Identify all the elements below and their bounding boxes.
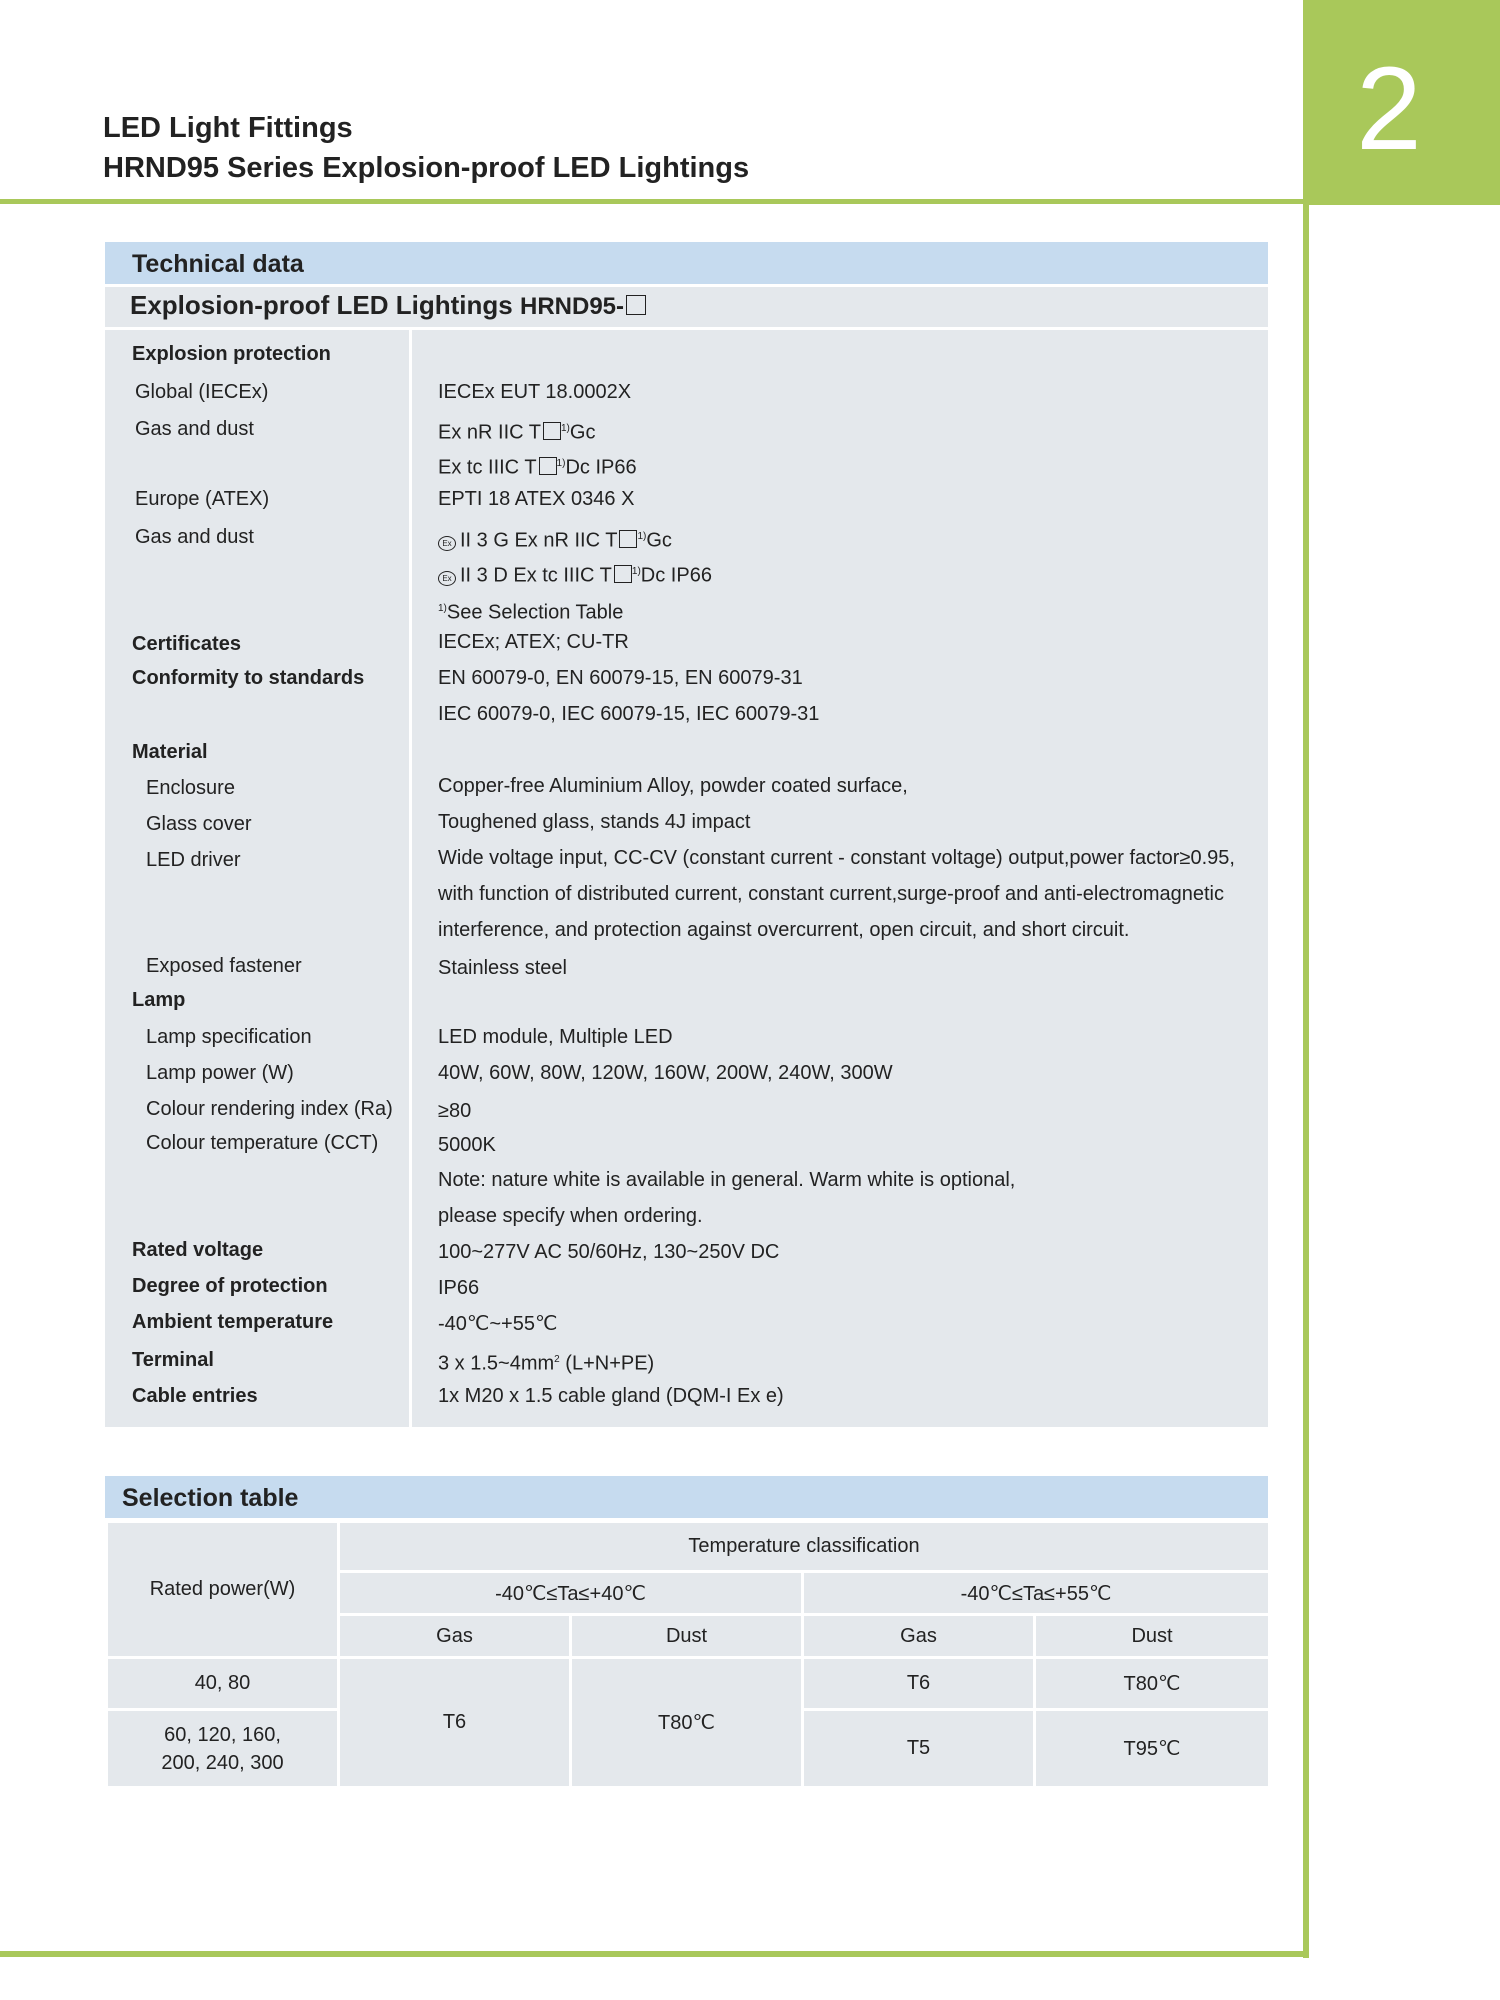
value-atex-gas: Ex II 3 G Ex nR IIC T $^{1)}$Gc (438, 525, 672, 553)
ex-mark-icon: Ex (438, 571, 456, 586)
column-divider (409, 330, 412, 1427)
label-enclosure: Enclosure (146, 777, 235, 799)
value-iecex-dust: Ex tc IIIC T $^{1)}$Dc IP66 (438, 456, 637, 479)
cell-gas-40: T6 (339, 1658, 571, 1788)
label-gas-dust-atex: Gas and dust (135, 526, 254, 548)
label-lamp-specification: Lamp specification (146, 1026, 312, 1048)
label-europe: Europe (ATEX) (135, 488, 270, 510)
label-explosion-protection: Explosion protection (132, 343, 331, 365)
label-lamp: Lamp (132, 989, 186, 1011)
header-dust: Dust (571, 1615, 803, 1658)
value-cct: 5000K (438, 1134, 496, 1156)
label-conformity: Conformity to standards (132, 667, 365, 689)
value-lamp-power: 40W, 60W, 80W, 120W, 160W, 200W, 240W, 300W (438, 1062, 893, 1084)
label-ambient-temperature: Ambient temperature (132, 1311, 334, 1333)
header-gas: Gas (339, 1615, 571, 1658)
right-border-rule (1303, 200, 1309, 1958)
cell-gas-55: T5 (803, 1710, 1035, 1788)
value-terminal: 3 x $1.5\sim 4mm^2$ (L+N+PE) (438, 1352, 655, 1375)
cell-dust-55: T80℃ (1035, 1658, 1270, 1710)
label-material: Material (132, 741, 208, 763)
placeholder-box-icon (619, 530, 637, 548)
value-led-driver-line3: interference, and protection against overcurrent, open circuit, and short circuit. (438, 919, 1130, 941)
label-lamp-power: Lamp power (W) (146, 1062, 294, 1084)
label-led-driver: LED driver (146, 849, 241, 871)
label-cct: Colour temperature (CCT) (146, 1132, 379, 1154)
header-rated-power: Rated power(W) (107, 1522, 339, 1658)
selection-table-heading: Selection table (122, 1484, 299, 1512)
value-iecex-gas: Ex nR IIC T $^{1)}$Gc (438, 421, 596, 444)
label-rated-voltage: Rated voltage (132, 1239, 264, 1261)
value-lamp-specification: LED module, Multiple LED (438, 1026, 673, 1048)
placeholder-box-icon (626, 295, 646, 315)
row-power: 60, 120, 160, 200, 240, 300 (107, 1710, 339, 1788)
value-enclosure: Copper-free Aluminium Alloy, powder coated surface, (438, 775, 908, 797)
section-number: 2 (1356, 43, 1422, 175)
label-gas-dust-iecex: Gas and dust (135, 418, 254, 440)
value-note-line2: please specify when ordering. (438, 1205, 703, 1227)
header-gas: Gas (803, 1615, 1035, 1658)
label-cri: Colour rendering index (Ra) (146, 1098, 393, 1120)
header-range-40: -40℃≤Ta≤+40℃ (339, 1572, 803, 1615)
header-temperature-classification: Temperature classification (339, 1522, 1270, 1572)
document-title: LED Light Fittings (103, 112, 353, 144)
document-subtitle: HRND95 Series Explosion-proof LED Lightings (103, 152, 750, 184)
label-terminal: Terminal (132, 1349, 214, 1371)
placeholder-box-icon (543, 422, 561, 440)
header-dust: Dust (1035, 1615, 1270, 1658)
label-glass-cover: Glass cover (146, 813, 252, 835)
value-cri: ≥80 (438, 1100, 472, 1122)
value-cable-entries: 1x M20 x 1.5 cable gland (DQM-I Ex e) (438, 1385, 784, 1407)
value-ambient-temperature: -40℃~+55℃ (438, 1313, 558, 1335)
label-global: Global (IECEx) (135, 381, 269, 403)
label-exposed-fastener: Exposed fastener (146, 955, 302, 977)
product-title (130, 290, 646, 321)
footnote: $^{1)}$See Selection Table (438, 601, 624, 624)
selection-table (105, 1520, 1271, 1789)
bottom-rule (0, 1951, 1309, 1957)
label-degree-protection: Degree of protection (132, 1275, 328, 1297)
value-degree-protection: IP66 (438, 1277, 480, 1299)
cell-gas-55: T6 (803, 1658, 1035, 1710)
product-name: Explosion-proof LED Lightings (130, 290, 513, 320)
cell-dust-40: T80℃ (571, 1658, 803, 1788)
value-standards-iec: IEC 60079-0, IEC 60079-15, IEC 60079-31 (438, 703, 820, 725)
value-atex-dust: Ex II 3 D Ex tc IIIC T $^{1)}$Dc IP66 (438, 560, 712, 588)
value-iecex-certificate: IECEx EUT 18.0002X (438, 381, 632, 403)
row-power: 40, 80 (107, 1658, 339, 1710)
header-range-55: -40℃≤Ta≤+55℃ (803, 1572, 1270, 1615)
value-led-driver-line2: with function of distributed current, constant current,surge-proof and anti-electromagnetic (438, 883, 1224, 905)
value-standards-en: EN 60079-0, EN 60079-15, EN 60079-31 (438, 667, 803, 689)
value-certificates: IECEx; ATEX; CU-TR (438, 631, 629, 653)
placeholder-box-icon (614, 565, 632, 583)
value-rated-voltage: 100~277V AC 50/60Hz, 130~250V DC (438, 1241, 780, 1263)
cell-dust-55: T95℃ (1035, 1710, 1270, 1788)
header-rule (0, 199, 1310, 204)
label-certificates: Certificates (132, 633, 241, 655)
value-note-line1: Note: nature white is available in general. Warm white is optional, (438, 1169, 1016, 1191)
value-led-driver-line1: Wide voltage input, CC-CV (constant current - constant voltage) output,power factor≥0.95, (438, 847, 1235, 869)
value-atex-certificate: EPTI 18 ATEX 0346 X (438, 488, 635, 510)
placeholder-box-icon (539, 457, 557, 475)
label-cable-entries: Cable entries (132, 1385, 258, 1407)
product-code: HRND95- (519, 293, 624, 320)
ex-mark-icon: Ex (438, 536, 456, 551)
value-exposed-fastener: Stainless steel (438, 957, 567, 979)
value-glass-cover: Toughened glass, stands 4J impact (438, 811, 751, 833)
technical-data-heading: Technical data (132, 250, 304, 278)
